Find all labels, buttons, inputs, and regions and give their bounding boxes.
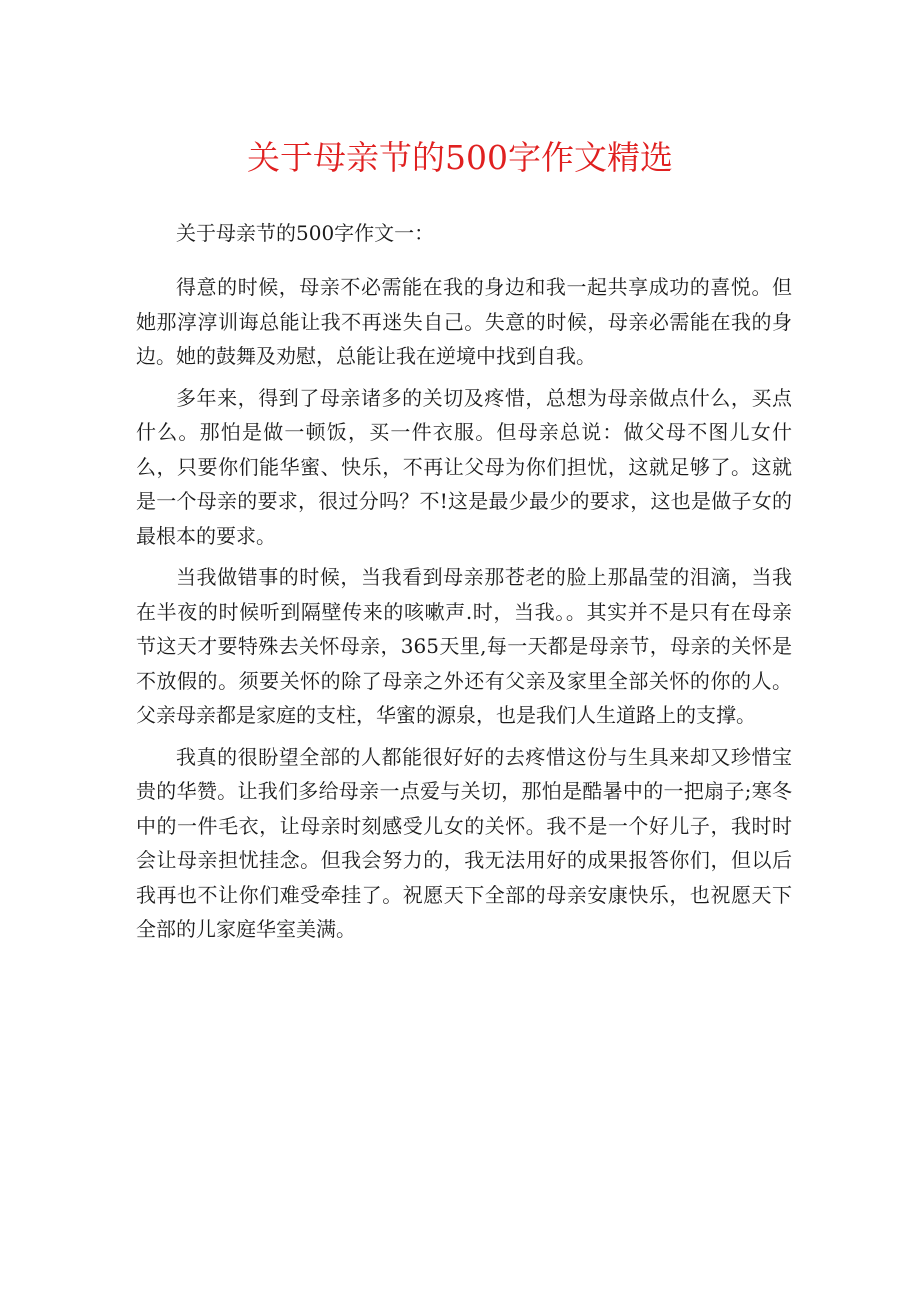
document-body [136,213,792,954]
essay-subtitle: 关于母亲节的500字作文一： [176,221,435,245]
paragraph-3: 当我做错事的时候，当我看到母亲那苍老的脸上那晶莹的泪滴，当我在半夜的时候听到隔壁传来的咳嗽声.时，当我。。其实并不是只有在母亲节这天才要特殊去关怀母亲，365天里,每一天都是母亲节，母亲的关怀是不放假的。须要关怀的除了母亲之外还有父亲及家里全部关怀的你的人。父亲母亲都是家庭的支柱，华蜜的源泉，也是我们人生道路上的支撑。 [136,565,792,727]
document-title: 关于母亲节的500字作文精选 [247,138,673,177]
paragraph-1: 得意的时候，母亲不必需能在我的身边和我一起共享成功的喜悦。但她那淳淳训诲总能让我不再迷失自己。失意的时候，母亲必需能在我的身边。她的鼓舞及劝慰，总能让我在逆境中找到自我。 [136,275,792,368]
paragraph-2: 多年来，得到了母亲诸多的关切及疼惜，总想为母亲做点什么，买点什么。那怕是做一顿饭，买一件衣服。但母亲总说：做父母不图儿女什么，只要你们能华蜜、快乐，不再让父母为你们担忧，这就足够了。这就是一个母亲的要求，很过分吗？不!这是最少最少的要求，这也是做子女的最根本的要求。 [136,385,792,548]
paragraph-4: 我真的很盼望全部的人都能很好好的去疼惜这份与生具来却又珍惜宝贵的华赞。让我们多给母亲一点爱与关切，那怕是酷暑中的一把扇子;寒冬中的一件毛衣，让母亲时刻感受儿女的关怀。我不是一个好儿子，我时时会让母亲担忧挂念。但我会努力的，我无法用好的成果报答你们，但以后我再也不让你们难受牵挂了。祝愿天下全部的母亲安康快乐，也祝愿天下全部的儿家庭华室美满。 [136,744,792,941]
